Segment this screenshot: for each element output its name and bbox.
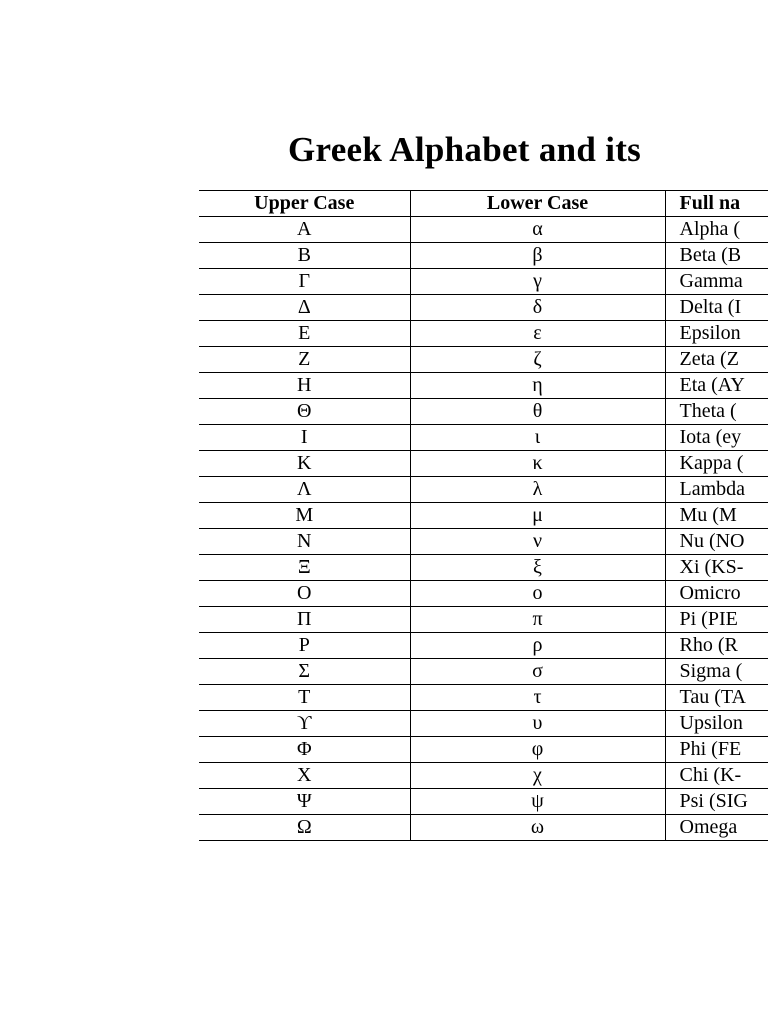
lower-case-letter: ο (410, 581, 665, 607)
table-row (199, 295, 768, 321)
full-name-cell: Eta (AY (665, 373, 768, 399)
upper-case-letter: Μ (199, 503, 410, 529)
upper-case-letter: Ψ (199, 789, 410, 815)
lower-case-letter: π (410, 607, 665, 633)
lower-case-letter: κ (410, 451, 665, 477)
upper-case-letter: Λ (199, 477, 410, 503)
table-row (199, 503, 768, 529)
table-row (199, 737, 768, 763)
upper-case-letter: Κ (199, 451, 410, 477)
full-name-cell: Phi (FE (665, 737, 768, 763)
upper-case-letter: Τ (199, 685, 410, 711)
lower-case-letter: υ (410, 711, 665, 737)
full-name-cell: Chi (K- (665, 763, 768, 789)
full-name-cell: Lambda (665, 477, 768, 503)
upper-case-letter: Σ (199, 659, 410, 685)
upper-case-letter: Β (199, 243, 410, 269)
lower-case-letter: α (410, 217, 665, 243)
full-name-cell: Gamma (665, 269, 768, 295)
upper-case-letter: Ρ (199, 633, 410, 659)
table-row (199, 243, 768, 269)
lower-case-letter: τ (410, 685, 665, 711)
full-name-cell: Rho (R (665, 633, 768, 659)
table-row (199, 555, 768, 581)
table-row (199, 607, 768, 633)
table-row (199, 789, 768, 815)
lower-case-letter: ρ (410, 633, 665, 659)
table-row (199, 815, 768, 841)
full-name-cell: Omicro (665, 581, 768, 607)
upper-case-letter: Ι (199, 425, 410, 451)
full-name-cell: Alpha ( (665, 217, 768, 243)
full-name-cell: Nu (NO (665, 529, 768, 555)
lower-case-letter: δ (410, 295, 665, 321)
table-row (199, 399, 768, 425)
lower-case-letter: ω (410, 815, 665, 841)
lower-case-letter: λ (410, 477, 665, 503)
table-row (199, 477, 768, 503)
lower-case-letter: μ (410, 503, 665, 529)
lower-case-letter: β (410, 243, 665, 269)
column-header-lower-case: Lower Case (410, 191, 665, 217)
full-name-cell: Zeta (Z (665, 347, 768, 373)
upper-case-letter: Χ (199, 763, 410, 789)
lower-case-letter: σ (410, 659, 665, 685)
page-title: Greek Alphabet and its (288, 130, 642, 169)
lower-case-letter: θ (410, 399, 665, 425)
table-row (199, 529, 768, 555)
upper-case-letter: ϒ (199, 711, 410, 737)
full-name-cell: Mu (M (665, 503, 768, 529)
table-row (199, 581, 768, 607)
table-row (199, 373, 768, 399)
lower-case-letter: ξ (410, 555, 665, 581)
table-row (199, 685, 768, 711)
greek-alphabet-table (199, 190, 768, 841)
full-name-cell: Delta (I (665, 295, 768, 321)
upper-case-letter: Ν (199, 529, 410, 555)
full-name-cell: Kappa ( (665, 451, 768, 477)
full-name-cell: Upsilon (665, 711, 768, 737)
upper-case-letter: Ο (199, 581, 410, 607)
upper-case-letter: Η (199, 373, 410, 399)
full-name-cell: Xi (KS- (665, 555, 768, 581)
table-row (199, 217, 768, 243)
upper-case-letter: Α (199, 217, 410, 243)
lower-case-letter: γ (410, 269, 665, 295)
upper-case-letter: Δ (199, 295, 410, 321)
lower-case-letter: ν (410, 529, 665, 555)
full-name-cell: Epsilon (665, 321, 768, 347)
upper-case-letter: Ξ (199, 555, 410, 581)
full-name-cell: Sigma ( (665, 659, 768, 685)
upper-case-letter: Ζ (199, 347, 410, 373)
table-row (199, 763, 768, 789)
full-name-cell: Tau (TA (665, 685, 768, 711)
upper-case-letter: Ω (199, 815, 410, 841)
table-row (199, 451, 768, 477)
table-row (199, 425, 768, 451)
upper-case-letter: Γ (199, 269, 410, 295)
table-row (199, 321, 768, 347)
lower-case-letter: η (410, 373, 665, 399)
lower-case-letter: ε (410, 321, 665, 347)
table-row (199, 633, 768, 659)
lower-case-letter: ι (410, 425, 665, 451)
table-row (199, 347, 768, 373)
upper-case-letter: Π (199, 607, 410, 633)
lower-case-letter: ζ (410, 347, 665, 373)
full-name-cell: Theta ( (665, 399, 768, 425)
column-header-upper-case: Upper Case (199, 191, 410, 217)
lower-case-letter: ψ (410, 789, 665, 815)
full-name-cell: Omega (665, 815, 768, 841)
upper-case-letter: Φ (199, 737, 410, 763)
full-name-cell: Pi (PIE (665, 607, 768, 633)
table-row (199, 659, 768, 685)
table-header-row (199, 191, 768, 217)
upper-case-letter: Ε (199, 321, 410, 347)
full-name-cell: Beta (B (665, 243, 768, 269)
table-row (199, 269, 768, 295)
table-row (199, 711, 768, 737)
lower-case-letter: φ (410, 737, 665, 763)
column-header-full-name: Full na (665, 191, 768, 217)
upper-case-letter: Θ (199, 399, 410, 425)
lower-case-letter: χ (410, 763, 665, 789)
full-name-cell: Iota (ey (665, 425, 768, 451)
full-name-cell: Psi (SIG (665, 789, 768, 815)
